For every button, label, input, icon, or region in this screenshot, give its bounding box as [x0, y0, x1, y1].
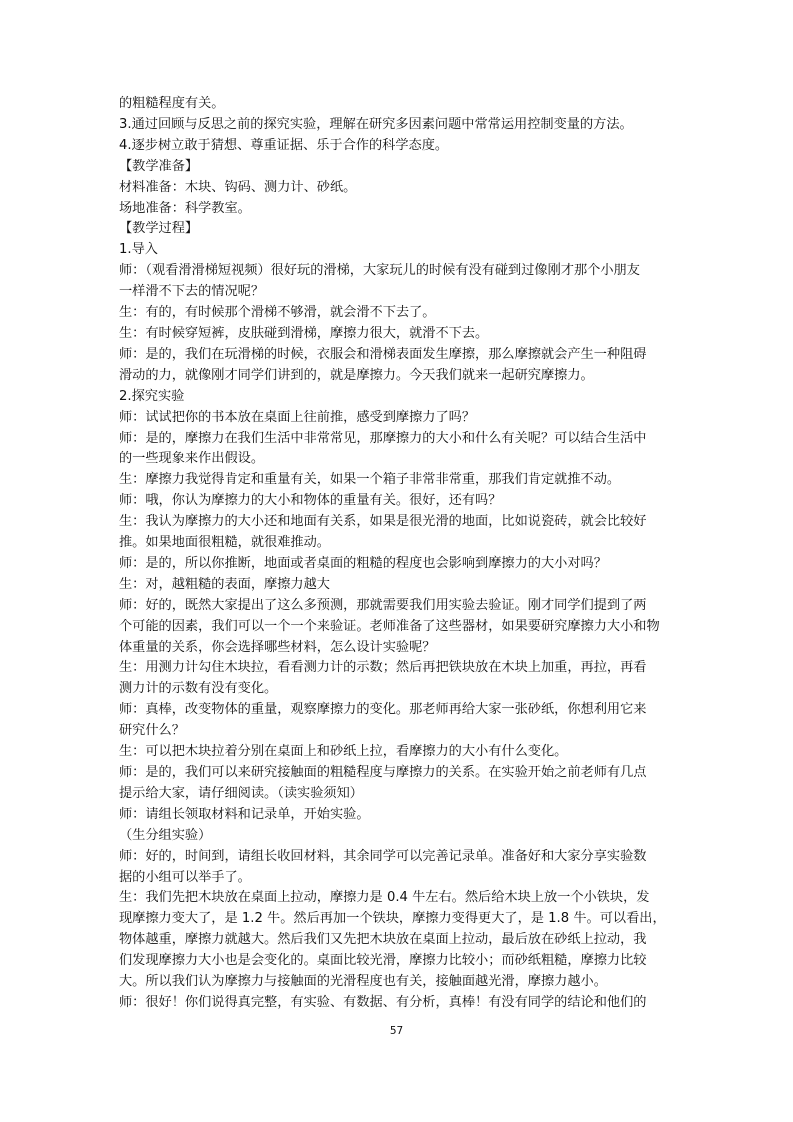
text-line: 师：哦，你认为摩擦力的大小和物体的重量有关。很好，还有吗？ [119, 493, 502, 509]
text-line: 师：试试把你的书本放在桌面上往前推，感受到摩擦力了吗？ [119, 409, 476, 425]
text-line: 个可能的因素，我们可以一个一个来验证。老师准备了这些器材，如果要研究摩擦力大小和物 [119, 618, 660, 634]
text-line: 提示给大家，请仔细阅读。（读实验须知） [119, 785, 363, 801]
text-line: 测力计的示数有没有变化。 [119, 681, 278, 697]
text-line: 生：我们先把木块放在桌面上拉动，摩擦力是 0.4 牛左右。然后给木块上放一个小铁块，发 [119, 890, 650, 906]
text-line: 生：可以把木块拉着分别在桌面上和砂纸上拉，看摩擦力的大小有什么变化。 [119, 744, 568, 760]
text-line: 据的小组可以举手了。 [119, 869, 251, 885]
text-line: 滑动的力，就像刚才同学们讲到的，就是摩擦力。今天我们就来一起研究摩擦力。 [119, 367, 594, 383]
text-line: 【教学过程】 [119, 221, 199, 237]
text-line: 师：是的，我们可以来研究接触面的粗糙程度与摩擦力的关系。在实验开始之前老师有几点 [119, 765, 647, 780]
text-line: 师：好的，时间到，请组长收回材料，其余同学可以完善记录单。准备好和大家分享实验数 [119, 848, 647, 864]
text-line: （生分组实验） [119, 827, 212, 843]
text-line: 体重量的关系，你会选择哪些材料，怎么设计实验呢？ [119, 639, 436, 655]
document-body [119, 94, 679, 1014]
text-line: 生：对，越粗糙的表面，摩擦力越大 [119, 576, 330, 592]
text-line: 们发现摩擦力大小也是会变化的。桌面比较光滑，摩擦力比较小；而砂纸粗糙，摩擦力比较 [119, 953, 647, 969]
text-line: 生：我认为摩擦力的大小还和地面有关系，如果是很光滑的地面，比如说瓷砖，就会比较好 [119, 514, 647, 530]
text-line: 【教学准备】 [119, 158, 199, 174]
text-line: 师：真棒，改变物体的重量，观察摩擦力的变化。那老师再给大家一张砂纸，你想利用它来 [119, 702, 647, 718]
text-line: 的粗糙程度有关。 [119, 96, 225, 111]
text-line: 一样滑不下去的情况呢？ [119, 284, 265, 300]
text-line: 生：摩擦力我觉得肯定和重量有关，如果一个箱子非常非常重，那我们肯定就推不动。 [119, 472, 621, 488]
text-line: 生：用测力计勾住木块拉，看看测力计的示数；然后再把铁块放在木块上加重，再拉，再看 [119, 660, 647, 676]
text-line: 师：很好！你们说得真完整，有实验、有数据、有分析，真棒！有没有同学的结论和他们的 [119, 994, 647, 1010]
text-line: 大。所以我们认为摩擦力与接触面的光滑程度也有关，接触面越光滑，摩擦力越小。 [119, 974, 607, 990]
text-line: 研究什么？ [119, 723, 185, 739]
text-line: 材料准备：木块、钩码、测力计、砂纸。 [119, 179, 357, 195]
text-line: 2.探究实验 [119, 388, 185, 404]
text-line: 场地准备：科学教室。 [119, 200, 251, 216]
text-line: 物体越重，摩擦力就越大。然后我们又先把木块放在桌面上拉动，最后放在砂纸上拉动，我 [119, 932, 647, 948]
text-line: 师：（观看滑滑梯短视频）很好玩的滑梯，大家玩儿的时候有没有碰到过像刚才那个小朋友 [119, 263, 640, 279]
text-line: 4.逐步树立敢于猜想、尊重证据、乐于合作的科学态度。 [119, 137, 449, 153]
text-line: 3.通过回顾与反思之前的探究实验，理解在研究多因素问题中常常运用控制变量的方法。 [119, 116, 633, 132]
text-line: 推。如果地面很粗糙，就很难推动。 [119, 535, 330, 551]
text-line: 师：是的，我们在玩滑梯的时候，衣服会和滑梯表面发生摩擦，那么摩擦就会产生一种阻碍 [119, 346, 647, 362]
page-number: 57 [389, 1025, 404, 1037]
text-line: 的一些现象来作出假设。 [119, 451, 265, 467]
text-line: 师：请组长领取材料和记录单，开始实验。 [119, 806, 370, 822]
text-line: 师：好的，既然大家提出了这么多预测，那就需要我们用实验去验证。刚才同学们提到了两 [119, 597, 647, 613]
text-line: 生：有的，有时候那个滑梯不够滑，就会滑不下去了。 [119, 305, 436, 321]
text-line: 师：是的，摩擦力在我们生活中非常常见，那摩擦力的大小和什么有关呢？可以结合生活中 [119, 430, 647, 446]
text-line: 1.导入 [119, 242, 158, 258]
text-line: 生：有时候穿短裤，皮肤碰到滑梯，摩擦力很大，就滑不下去。 [119, 325, 489, 341]
text-line: 现摩擦力变大了，是 1.2 牛。然后再加一个铁块，摩擦力变得更大了，是 1.8 牛。可以看出， [119, 911, 666, 927]
text-line: 师：是的，所以你推断，地面或者桌面的粗糙的程度也会影响到摩擦力的大小对吗？ [119, 555, 607, 571]
